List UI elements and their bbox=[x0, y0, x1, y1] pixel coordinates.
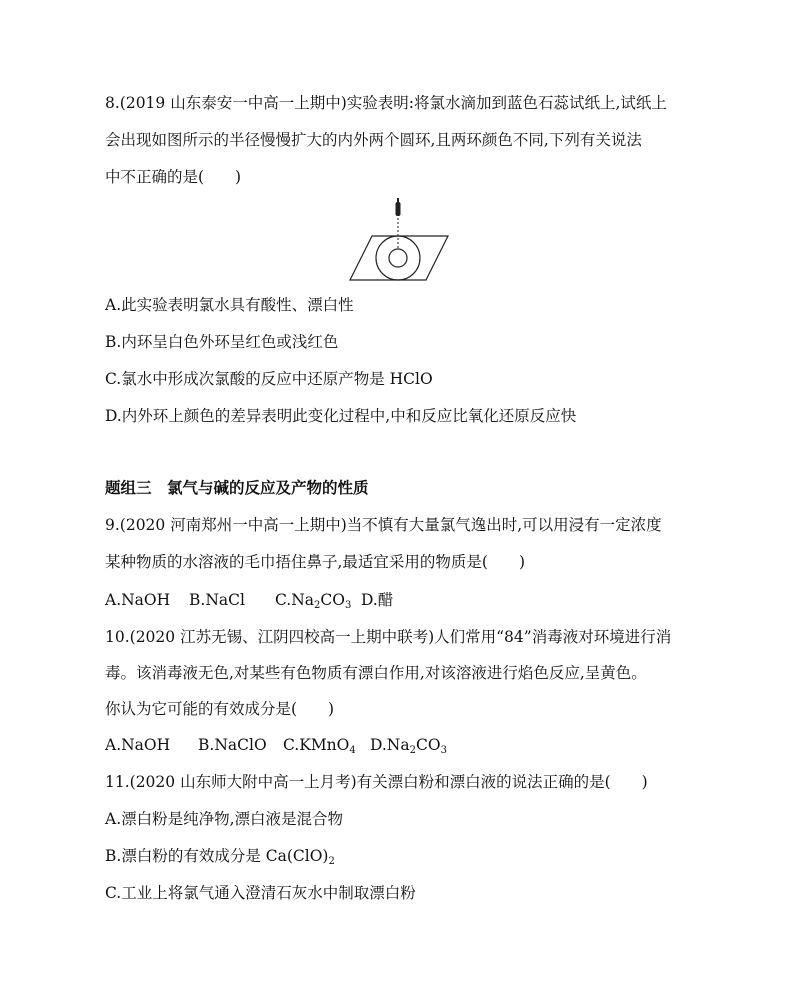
q8-stem-line-2: 会出现如图所示的半径慢慢扩大的内外两个圆环,且两环颜色不同,下列有关说法 bbox=[105, 131, 642, 149]
q11-stem-line-1: 11.(2020 山东师大附中高一上月考)有关漂白粉和漂白液的说法正确的是( ) bbox=[105, 773, 648, 791]
test-paper-outline bbox=[350, 236, 448, 280]
dropper bbox=[396, 202, 401, 216]
q8-option-b: B.内环呈白色外环呈红色或浅红色 bbox=[105, 333, 339, 351]
q9-stem-line-1: 9.(2020 河南郑州一中高一上期中)当不慎有大量氯气逸出时,可以用浸有一定浓度 bbox=[105, 516, 662, 534]
q11-option-c: C.工业上将氯气通入澄清石灰水中制取漂白粉 bbox=[105, 884, 416, 902]
q9-option-d: D.醋 bbox=[361, 591, 394, 609]
q10-options bbox=[105, 734, 447, 756]
q11-option-b: B.漂白粉的有效成分是 $Ca(ClO)_2$ bbox=[105, 847, 335, 867]
q10-option-b: B.NaClO bbox=[198, 736, 267, 754]
q8-option-a: A.此实验表明氯水具有酸性、漂白性 bbox=[105, 296, 354, 314]
litmus-paper-rings-figure bbox=[348, 196, 450, 282]
q9-option-c: $C.Na_2CO_3$ bbox=[275, 591, 352, 611]
q9-stem-line-2: 某种物质的水溶液的毛巾捂住鼻子,最适宜采用的物质是( ) bbox=[105, 553, 526, 571]
q8-stem-line-1: 8.(2019 山东泰安一中高一上期中)实验表明:将氯水滴加到蓝色石蕊试纸上,试纸上 bbox=[105, 94, 667, 112]
q9-option-a: A.NaOH bbox=[105, 591, 171, 609]
q11-option-a: A.漂白粉是纯净物,漂白液是混合物 bbox=[105, 810, 344, 828]
q8-stem-line-3: 中不正确的是( ) bbox=[105, 168, 242, 186]
q9-option-b: B.NaCl bbox=[189, 591, 245, 609]
q10-option-a: A.NaOH bbox=[105, 736, 171, 754]
q9-options bbox=[105, 589, 393, 611]
q10-stem-line-3: 你认为它可能的有效成分是( ) bbox=[105, 700, 335, 718]
inner-ring bbox=[389, 249, 407, 267]
q10-stem-line-1: 10.(2020 江苏无锡、江阴四校高一上期中联考)人们常用“84”消毒液对环境进行消 bbox=[105, 628, 672, 646]
dropper-tip bbox=[397, 198, 399, 203]
q8-option-c: C.氯水中形成次氯酸的反应中还原产物是 HClO bbox=[105, 370, 433, 388]
q10-stem-line-2: 毒。该消毒液无色,对某些有色物质有漂白作用,对该溶液进行焰色反应,呈黄色。 bbox=[105, 664, 647, 682]
q8-option-d: D.内外环上颜色的差异表明此变化过程中,中和反应比氧化还原反应快 bbox=[105, 407, 577, 425]
q10-option-c: C.KMnO$_4$ bbox=[283, 736, 356, 756]
q10-option-d: $D.Na_2CO_3$ bbox=[370, 736, 447, 756]
section-heading: 题组三 氯气与碱的反应及产物的性质 bbox=[105, 479, 369, 497]
